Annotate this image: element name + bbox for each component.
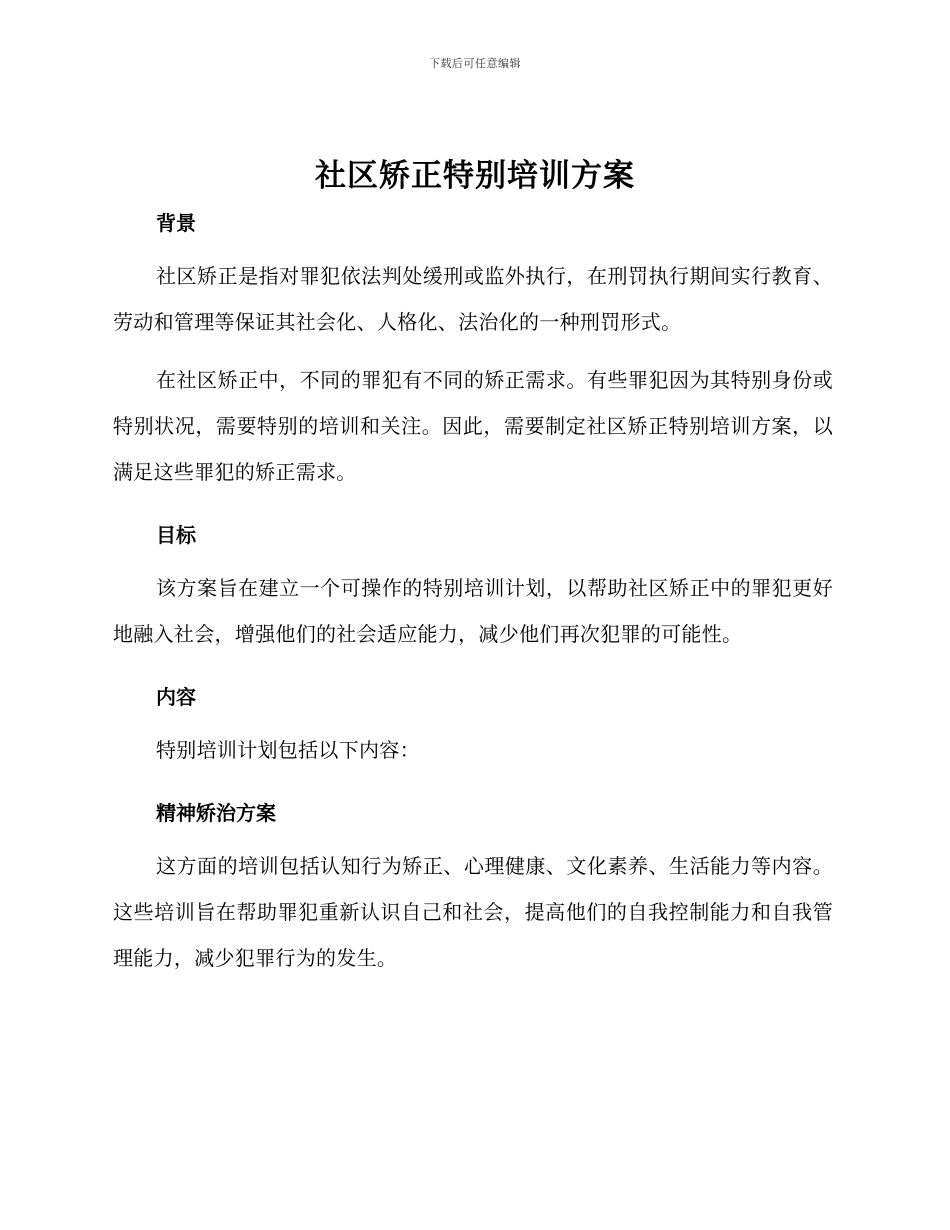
header-note: 下载后可任意编辑 [429, 57, 521, 70]
paragraph-background-2: 在社区矫正中，不同的罪犯有不同的矫正需求。有些罪犯因为其特别身份或特别状况，需要特别的培训和关注。因此，需要制定社区矫正特别培训方案，以满足这些罪犯的矫正需求。 [113, 368, 833, 484]
section-heading-content: 内容 [156, 685, 196, 709]
document-body [113, 205, 833, 981]
paragraph-content-1: 特别培训计划包括以下内容： [156, 738, 420, 762]
section-heading-goal: 目标 [156, 523, 196, 547]
section-heading-background: 背景 [156, 211, 196, 235]
paragraph-mental-correction-1: 这方面的培训包括认知行为矫正、心理健康、文化素养、生活能力等内容。这些培训旨在帮助罪犯重新认识自己和社会，提高他们的自我控制能力和自我管理能力，减少犯罪行为的发生。 [113, 854, 833, 970]
document-title: 社区矫正特别培训方案 [315, 158, 635, 194]
paragraph-goal-1: 该方案旨在建立一个可操作的特别培训计划，以帮助社区矫正中的罪犯更好地融入社会，增强他们的社会适应能力，减少他们再次犯罪的可能性。 [113, 576, 833, 646]
section-heading-mental-correction: 精神矫治方案 [156, 801, 276, 825]
paragraph-background-1: 社区矫正是指对罪犯依法判处缓刑或监外执行，在刑罚执行期间实行教育、劳动和管理等保证其社会化、人格化、法治化的一种刑罚形式。 [113, 264, 833, 334]
